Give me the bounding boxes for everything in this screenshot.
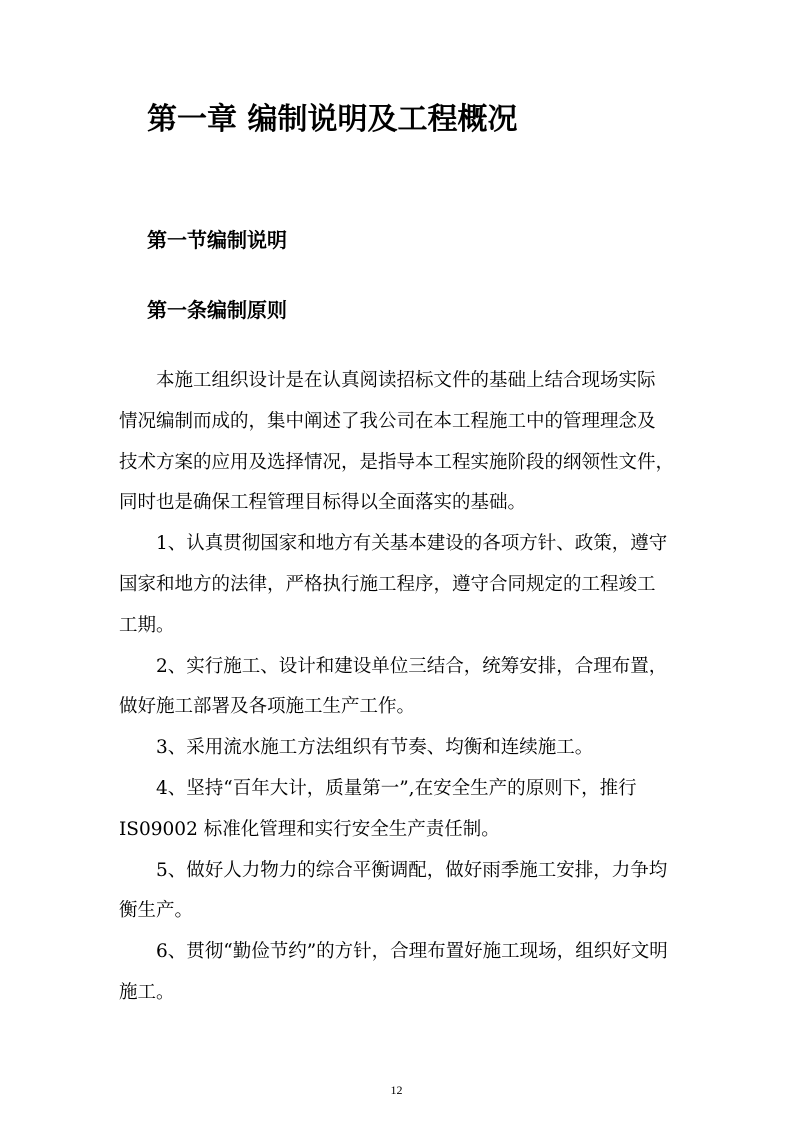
chapter-title: 第一章 编制说明及工程概况: [147, 102, 518, 137]
body-text: [119, 361, 674, 1014]
text-line: 3、采用流水施工方法组织有节奏、均衡和连续施工。: [156, 737, 594, 759]
text-line: 技术方案的应用及选择情况，是指导本工程实施阶段的纲领性文件，: [119, 451, 675, 473]
text-line: IS09002 标准化管理和实行安全生产责任制。: [119, 818, 500, 840]
text-line: 同时也是确保工程管理目标得以全面落实的基础。: [119, 492, 527, 514]
text-line: 2、实行施工、设计和建设单位三结合，统筹安排，合理布置，: [156, 655, 668, 677]
text-line: 施工。: [119, 981, 175, 1003]
page-number: 12: [390, 1083, 403, 1097]
text-line: 做好施工部署及各项施工生产工作。: [119, 696, 416, 718]
text-line: 工期。: [119, 614, 175, 636]
text-line: 衡生产。: [119, 900, 194, 922]
text-line: 4、坚持“百年大计，质量第一”,在安全生产的原则下，推行: [156, 777, 637, 799]
text-line: 情况编制而成的，集中阐述了我公司在本工程施工中的管理理念及: [119, 410, 656, 432]
text-line: 本施工组织设计是在认真阅读招标文件的基础上结合现场实际: [156, 370, 656, 391]
text-line: 5、做好人力物力的综合平衡调配，做好雨季施工安排，力争均: [156, 859, 668, 881]
section-title: 第一节编制说明: [147, 228, 287, 252]
article-title: 第一条编制原则: [147, 298, 287, 322]
text-line: 6、贯彻“勤俭节约”的方针，合理布置好施工现场，组织好文明: [156, 941, 668, 963]
text-line: 1、认真贯彻国家和地方有关基本建设的各项方针、政策，遵守: [156, 533, 668, 555]
text-line: 国家和地方的法律，严格执行施工程序，遵守合同规定的工程竣工: [119, 573, 656, 595]
